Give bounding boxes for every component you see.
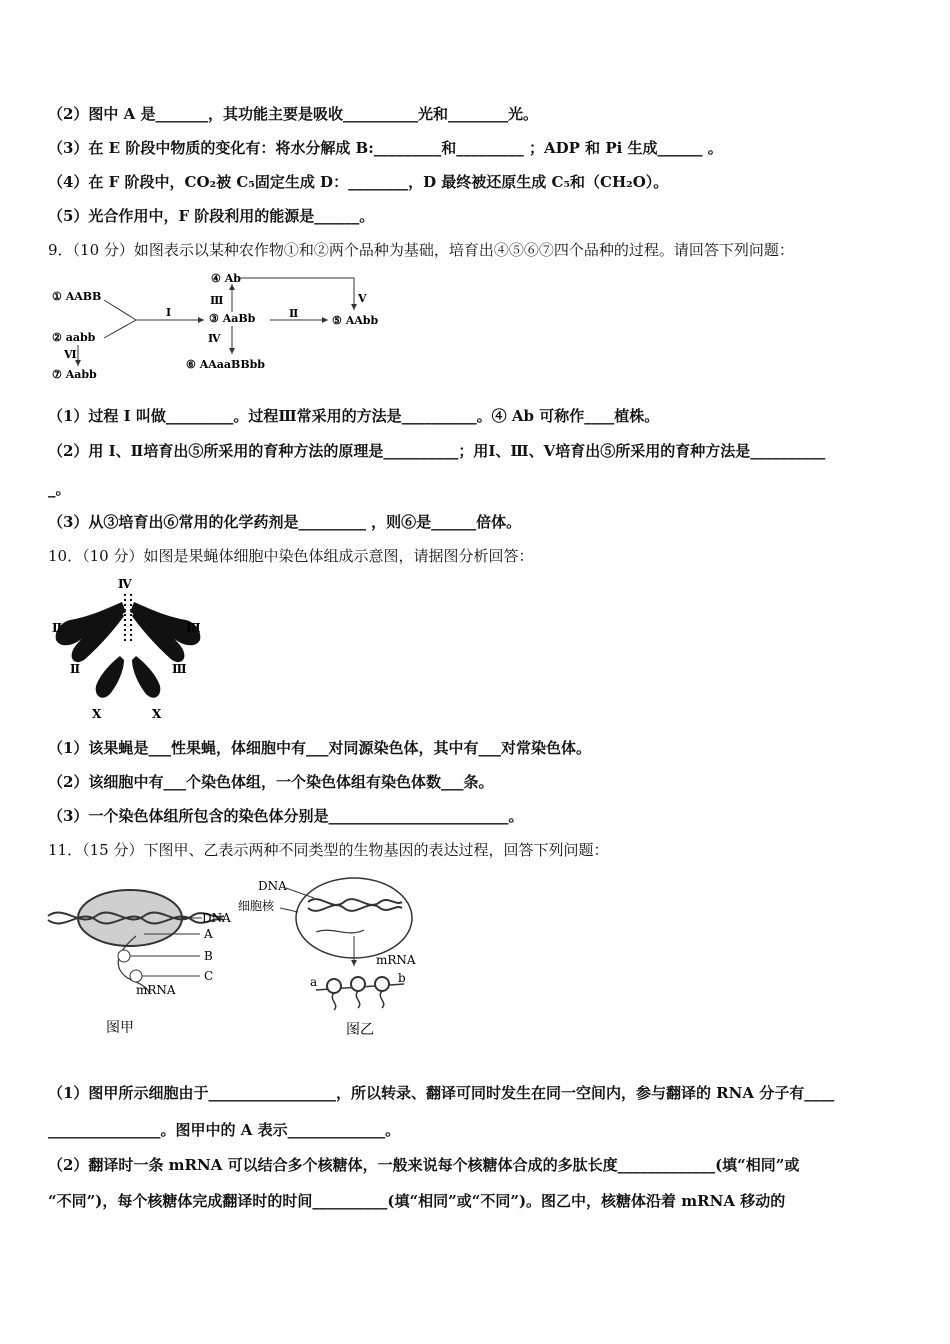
q11-item-1: （1）图甲所示细胞由于_________________，所以转录、翻译可同时发生在同一空间内，参与翻译的 RNA 分子有____ — [48, 1084, 835, 1102]
dna-coil-2 — [308, 905, 402, 911]
variety-5: ⑤ AAbb — [332, 314, 379, 327]
label-3-left: Ⅲ — [172, 662, 187, 676]
label-3-right: Ⅲ — [186, 621, 201, 635]
q8-item-3: （3）在 E 阶段中物质的变化有：将水分解成 B:_________和_________ ；ADP 和 Pi 生成______ 。 — [48, 139, 723, 157]
variety-7: ⑦ Aabb — [52, 368, 97, 381]
label-nucleus: 细胞核 — [238, 899, 275, 913]
label-b: B — [204, 949, 213, 963]
variety-4: ④ Ab — [211, 272, 241, 285]
label-dna: DNA — [202, 911, 231, 925]
variety-6: ⑥ AAaaBBbb — [186, 358, 265, 371]
q10-item-2: （2）该细胞中有___个染色体组，一个染色体组有染色体数___条。 — [48, 773, 494, 791]
label-x-left: X — [92, 707, 102, 721]
ribosome-b — [351, 977, 365, 991]
process-3-label: Ⅲ — [210, 294, 224, 307]
label-mrna-2: mRNA — [376, 953, 416, 967]
ribosome-1 — [118, 950, 130, 962]
chromosome-x-left — [96, 656, 124, 698]
label-dna-2: DNA — [258, 879, 287, 893]
q9-item-2: （2）用 I、Ⅱ培育出⑤所采用的育种方法的原理是__________；用Ⅰ、Ⅲ、Ⅴ培育出⑤所采用的育种方法是__________ — [48, 442, 826, 460]
process-4-label: Ⅳ — [208, 332, 221, 345]
q11-item-1-continued: _______________。图甲中的 A 表示_____________。 — [48, 1121, 401, 1139]
label-c: C — [204, 969, 214, 983]
variety-2: ② aabb — [52, 331, 96, 344]
q10-heading: 10．（10 分）如图是果蝇体细胞中染色体组成示意图，请据图分析回答： — [48, 547, 534, 565]
chromosome-x-right — [132, 656, 160, 698]
q8-item-2: （2）图中 A 是_______，其功能主要是吸收__________光和________光。 — [48, 105, 539, 123]
q8-item-4: （4）在 F 阶段中，CO₂被 C₅固定生成 D：________，D 最终被还原生成 C₅和（CH₂O）。 — [48, 173, 669, 191]
label-mrna: mRNA — [136, 983, 176, 997]
cross-line-2 — [104, 320, 136, 338]
chromosome-diagram — [48, 576, 208, 722]
cross-line-1 — [104, 300, 136, 320]
q8-item-5: （5）光合作用中，F 阶段利用的能源是______。 — [48, 207, 375, 225]
label-2-left: Ⅱ — [52, 621, 63, 635]
q11-heading: 11．（15 分）下图甲、乙表示两种不同类型的生物基因的表达过程，回答下列问题： — [48, 841, 609, 859]
q9-heading: 9．（10 分）如图表示以某种农作物①和②两个品种为基础，培育出④⑤⑥⑦四个品种的过程。请回答下列问题： — [48, 241, 794, 259]
process-1-label: Ⅰ — [166, 306, 172, 319]
variety-3: ③ AaBb — [209, 312, 256, 325]
ribosome-c — [375, 977, 389, 991]
figure-yi — [236, 872, 436, 1048]
process-6-label: Ⅵ — [64, 348, 77, 361]
label-x-right: X — [152, 707, 162, 721]
q11-item-2-continued: “不同”)，每个核糖体完成翻译时的时间__________(填“相同”或“不同”)。图乙中，核糖体沿着 mRNA 移动的 — [48, 1192, 786, 1210]
label-end-b: b — [398, 971, 406, 985]
nuclear-mrna — [316, 930, 364, 933]
process-2-label: Ⅱ — [289, 307, 299, 320]
caption-yi: 图乙 — [346, 1022, 374, 1038]
label-4: Ⅳ — [118, 577, 132, 591]
q9-item-3: （3）从③培育出⑥常用的化学药剂是_________ ，则⑥是______倍体。 — [48, 513, 522, 531]
q10-item-3: （3）一个染色体组所包含的染色体分别是________________________。 — [48, 807, 524, 825]
process-5-arrow — [240, 278, 354, 310]
breeding-diagram — [44, 268, 394, 388]
q9-item-2-continued: _。 — [48, 480, 71, 498]
ribosome-2 — [130, 970, 142, 982]
q9-item-1: （1）过程 I 叫做_________。过程Ⅲ常采用的方法是__________。④ Ab 可称作____植株。 — [48, 407, 660, 425]
label-end-a: a — [310, 975, 318, 989]
q11-item-2: （2）翻译时一条 mRNA 可以结合多个核糖体，一般来说每个核糖体合成的多肽长度_____________(填“相同”或 — [48, 1156, 800, 1174]
figure-jia — [44, 876, 244, 1046]
label-a: A — [204, 927, 213, 941]
caption-jia: 图甲 — [106, 1020, 134, 1036]
process-5-label: Ⅴ — [358, 292, 367, 305]
variety-1: ① AABB — [52, 290, 102, 303]
q10-item-1: （1）该果蝇是___性果蝇，体细胞中有___对同源染色体，其中有___对常染色体。 — [48, 739, 591, 757]
ribosome-a — [327, 979, 341, 993]
dna-coil-1 — [308, 899, 402, 905]
label-2-right: Ⅱ — [70, 662, 81, 676]
